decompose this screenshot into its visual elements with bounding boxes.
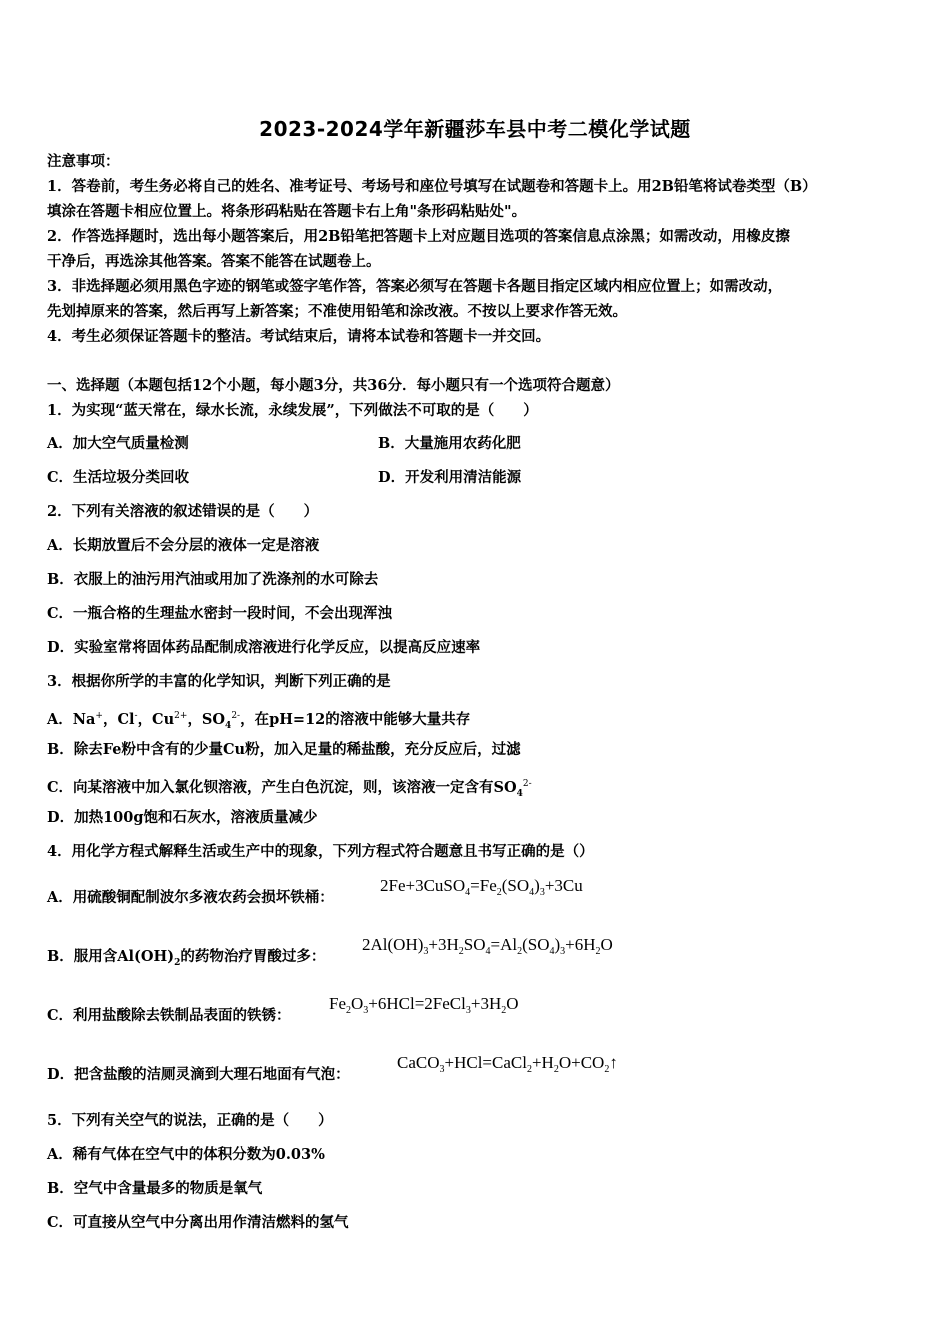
- q4-option-d: D．把含盐酸的洁厕灵滴到大理石地面有气泡：: [47, 1066, 350, 1083]
- q2-option-d: D．实验室常将固体药品配制成溶液进行化学反应，以提高反应速率: [47, 639, 481, 656]
- q3-stem: 3．根据你所学的丰富的化学知识，判断下列正确的是: [47, 673, 391, 690]
- notice-line-2: 填涂在答题卡相应位置上。将条形码粘贴在答题卡右上角"条形码粘贴处"。: [47, 203, 527, 220]
- q4-equation-c: $Fe_2O_3+6HCl=2FeCl_3+3H_2O$: [329, 994, 519, 1016]
- q5-stem: 5．下列有关空气的说法，正确的是（ ）: [47, 1112, 333, 1129]
- notice-line-5: 3．非选择题必须用黑色字迹的钢笔或签字笔作答，答案必须写在答题卡各题目指定区域内相应位置上；如需改动，: [47, 278, 783, 295]
- q5-option-a: A．稀有气体在空气中的体积分数为0.03%: [47, 1146, 325, 1163]
- q2-option-a: A．长期放置后不会分层的液体一定是溶液: [47, 537, 320, 554]
- notice-line-1: 1．答卷前，考生务必将自己的姓名、准考证号、考场号和座位号填写在试题卷和答题卡上。用2B铅笔将试卷类型（B）: [47, 178, 817, 195]
- q3-option-c: C．向某溶液中加入氯化钡溶液，产生白色沉淀，则，该溶液一定含有$SO_4^{2-}$: [47, 779, 532, 799]
- q4-option-c: C．利用盐酸除去铁制品表面的铁锈：: [47, 1007, 291, 1024]
- q3-option-d: D．加热100g饱和石灰水，溶液质量减少: [47, 809, 318, 826]
- q4-equation-a: $2Fe+3CuSO_4=Fe_2(SO_4)_3+3Cu$: [380, 876, 583, 898]
- q1-option-b: B．大量施用农药化肥: [378, 435, 521, 452]
- page-title: 2023-2024学年新疆莎车县中考二模化学试题: [259, 117, 691, 141]
- q2-option-b: B．衣服上的油污用汽油或用加了洗涤剂的水可除去: [47, 571, 379, 588]
- q4-stem: 4．用化学方程式解释生活或生产中的现象，下列方程式符合题意且书写正确的是（）: [47, 843, 594, 860]
- q4-equation-b: $2Al(OH)_3+3H_2SO_4=Al_2(SO_4)_3+6H_2O$: [362, 935, 613, 957]
- q1-option-c: C．生活垃圾分类回收: [47, 469, 190, 486]
- q1-stem: 1．为实现“蓝天常在，绿水长流，永续发展”，下列做法不可取的是（ ）: [47, 402, 538, 419]
- q1-option-d: D．开发利用清洁能源: [378, 469, 522, 486]
- notice-line-3: 2．作答选择题时，选出每小题答案后，用2B铅笔把答题卡上对应题目选项的答案信息点涂黑；如需改动，用橡皮擦: [47, 228, 790, 245]
- q3-option-a: A．Na+，Cl-，$Cu^{2+}$，$SO_4^{2-}$，在pH=12的溶液中能够大量共存: [47, 711, 471, 731]
- q5-option-b: B．空气中含量最多的物质是氧气: [47, 1180, 263, 1197]
- q4-equation-d: $CaCO_3+HCl=CaCl_2+H_2O+CO_2↑$: [397, 1053, 618, 1075]
- notice-line-4: 干净后，再选涂其他答案。答案不能答在试题卷上。: [47, 253, 381, 270]
- notice-line-6: 先划掉原来的答案，然后再写上新答案；不准使用铅笔和涂改液。不按以上要求作答无效。: [47, 303, 627, 320]
- q3-option-b: B．除去Fe粉中含有的少量Cu粉，加入足量的稀盐酸，充分反应后，过滤: [47, 741, 521, 758]
- q2-stem: 2．下列有关溶液的叙述错误的是（ ）: [47, 503, 319, 520]
- notice-heading: 注意事项：: [47, 153, 120, 170]
- q2-option-c: C．一瓶合格的生理盐水密封一段时间，不会出现浑浊: [47, 605, 393, 622]
- q1-option-a: A．加大空气质量检测: [47, 435, 189, 452]
- q4-option-a: A．用硫酸铜配制波尔多液农药会损坏铁桶：: [47, 889, 334, 906]
- section-heading: 一、选择题（本题包括12个小题，每小题3分，共36分．每小题只有一个选项符合题意）: [47, 377, 620, 394]
- notice-line-7: 4．考生必须保证答题卡的整洁。考试结束后，请将本试卷和答题卡一并交回。: [47, 328, 551, 345]
- q5-option-c: C．可直接从空气中分离出用作清洁燃料的氢气: [47, 1214, 349, 1231]
- q4-option-b: B．服用含$Al(OH)_2$的药物治疗胃酸过多：: [47, 948, 326, 968]
